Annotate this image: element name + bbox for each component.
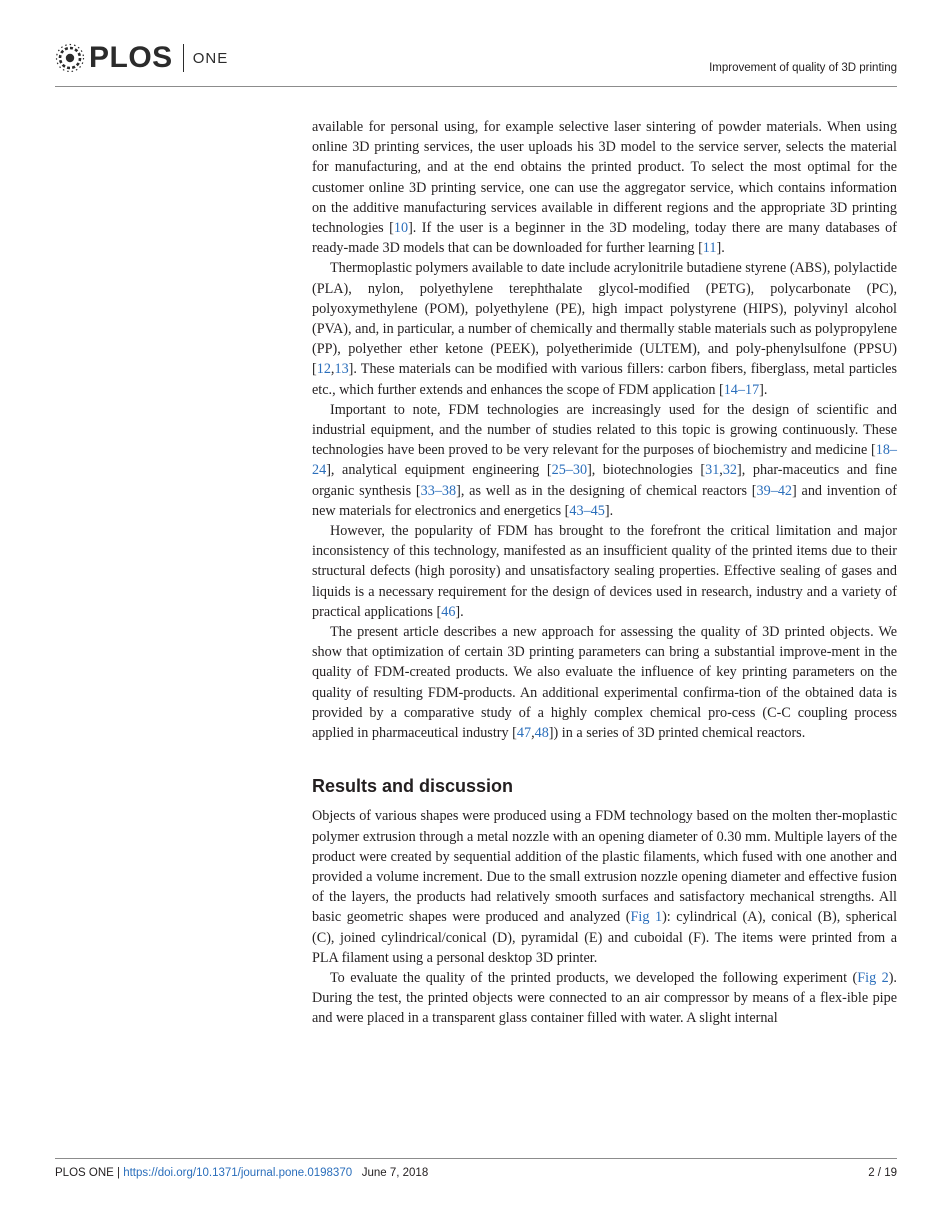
citation-link[interactable]: 18–24	[312, 442, 897, 479]
paragraph-text: ,	[330, 361, 335, 378]
footer-journal: PLOS ONE	[55, 1167, 114, 1179]
running-title: Improvement of quality of 3D printing	[709, 62, 897, 74]
intro-paragraphs	[312, 117, 897, 743]
paragraph-text: ,	[531, 725, 535, 742]
citation-link[interactable]: 33–38	[420, 482, 457, 499]
citation-link[interactable]: 48	[534, 725, 549, 742]
footer-separator: |	[117, 1167, 121, 1179]
paragraph	[312, 806, 897, 968]
citation-link[interactable]: 46	[441, 603, 456, 620]
article-body	[312, 117, 897, 1029]
logo-divider	[183, 44, 184, 72]
journal-name: PLOS	[89, 41, 173, 74]
page-header	[55, 40, 897, 87]
citation-link[interactable]: 10	[393, 220, 409, 237]
paragraph-text: Objects of various shapes were produced using a FDM technology based on the molten ther-moplastic polymer extrusion through a metal nozzle with an opening diameter of 0.30 mm. Multiple layers of the product were created by sequential addition of the plastic filaments, which fused with one another and provided a volume increment. Due to the small extrusion nozzle opening diameter and effective fusion of the layers, the products had relatively smooth surfaces and satisfactory mechanical strengths. All basic geometric shapes were produced and analyzed (	[312, 808, 897, 926]
citation-link[interactable]: 12	[316, 361, 331, 378]
citation-link[interactable]: 47	[516, 725, 532, 742]
citation-link[interactable]: Fig 1	[630, 909, 663, 926]
paragraph-text: ].	[455, 603, 464, 620]
paragraph-text: ): cylindrical (A), conical (B), spherical (C), joined cylindrical/conical (D), pyramidal (E) and cuboidal (F). The items were printed from a PLA filament using a personal desktop 3D printer.	[312, 909, 898, 966]
paragraph-text: ]) in a series of 3D printed chemical reactors.	[548, 725, 806, 742]
paragraph-text: available for personal using, for example selective laser sintering of powder materials. When using online 3D printing services, the user uploads his 3D model to the service server, selects the material for manufacturing, and at the end obtains the printed product. To select the most optimal for the customer online 3D printing service, one can use the aggregator service, which contains information on the additive manufacturing services available in different regions and the appropriate 3D printing technologies [	[312, 119, 897, 237]
citation-link[interactable]: 43–45	[569, 502, 605, 519]
section-paragraphs	[312, 806, 897, 1028]
paragraph-text: ], as well as in the designing of chemical reactors [	[456, 482, 757, 499]
footer-date: June 7, 2018	[361, 1167, 429, 1179]
paragraph	[312, 521, 897, 622]
page-number: 2 / 19	[868, 1167, 897, 1179]
paragraph-text: ,	[719, 462, 723, 479]
plos-one-logo[interactable]	[55, 43, 228, 73]
paragraph-text: ], biotechnologies [	[587, 462, 706, 479]
paragraph	[312, 258, 897, 399]
plos-logo-icon	[55, 43, 85, 73]
citation-link[interactable]: 25–30	[551, 462, 588, 479]
paragraph	[312, 968, 897, 1029]
citation-link[interactable]: 32	[722, 462, 738, 479]
citation-link[interactable]: 11	[702, 240, 717, 257]
paragraph-text: However, the popularity of FDM has brought to the forefront the critical limitation and major inconsistency of this technology, manifested as an insufficient quality of the printed items due to their structural defects (high porosity) and unsatisfactory sealing properties. Effective sealing of gases and liquids is a necessary requirement for the design of devices used in research, industry and a variety of practical applications [	[312, 523, 897, 620]
doi-link[interactable]: https://doi.org/10.1371/journal.pone.0198370	[123, 1167, 353, 1179]
paragraph-text: ]. If the user is a beginner in the 3D modeling, today there are many databases of ready-made 3D models that can be downloaded for further learning [	[312, 220, 897, 257]
paragraph-text: To evaluate the quality of the printed products, we developed the following experiment (	[330, 969, 858, 986]
paragraph-text: ].	[759, 381, 768, 398]
paragraph-text: Important to note, FDM technologies are increasingly used for the design of scientific and industrial equipment, and the number of studies related to this topic is growing continuously. These technologies have been proved to be very relevant for the purposes of biochemistry and medicine [	[312, 401, 897, 459]
paragraph-text: ). During the test, the printed objects were connected to an air compressor by means of a flex-ible pipe and were placed in a transparent glass container filled with water. A slight internal	[312, 969, 897, 1027]
citation-link[interactable]: 13	[334, 361, 349, 378]
paragraph	[312, 117, 897, 258]
journal-sub: ONE	[192, 49, 229, 67]
section-heading: Results and discussion	[312, 776, 514, 797]
paragraph-text: The present article describes a new approach for assessing the quality of 3D printed objects. We show that optimization of certain 3D printing parameters can bring a substantial improve-ment in the quality of FDM-created products. We also evaluate the influence of key printing parameters on the quality of resulting FDM-products. An additional experimental confirma-tion of the obtained data is provided by a comparative study of a highly complex chemical pro-cess (C-C coupling process applied in pharmaceutical industry [	[312, 624, 897, 742]
paragraph-text: ], analytical equipment engineering [	[326, 462, 552, 479]
citation-link[interactable]: 14–17	[723, 381, 760, 398]
page-footer	[55, 1158, 897, 1179]
paragraph-text: Thermoplastic polymers available to date include acrylonitrile butadiene styrene (ABS), polylactide (PLA), nylon, polyethylene terephthalate glycol-modified (PETG), polycarbonate (PC), polyoxymethylene (POM), polyethylene (PE), high impact polystyrene (HIPS), polyvinyl alcohol (PVA), and, in particular, a number of chemically and thermally stable materials such as polypropylene (PP), polyether ether ketone (PEEK), polyetherimide (ULTEM), and poly-phenylsulfone (PPSU) [	[312, 260, 898, 378]
paragraph	[312, 400, 897, 521]
paragraph-text: ].	[604, 502, 614, 519]
paragraph	[312, 622, 897, 743]
paragraph-text: ] and invention of new materials for electronics and energetics [	[312, 482, 897, 519]
paragraph-text: ]. These materials can be modified with various fillers: carbon fibers, fiberglass, metal particles etc., which further extends and enhances the scope of FDM application [	[312, 361, 897, 398]
paragraph-text: ].	[716, 240, 725, 257]
citation-link[interactable]: 31	[705, 462, 720, 479]
citation-link[interactable]: 39–42	[756, 482, 792, 499]
paragraph-text: ], phar-maceutics and fine organic synthesis [	[312, 462, 897, 499]
citation-link[interactable]: Fig 2	[857, 969, 889, 986]
